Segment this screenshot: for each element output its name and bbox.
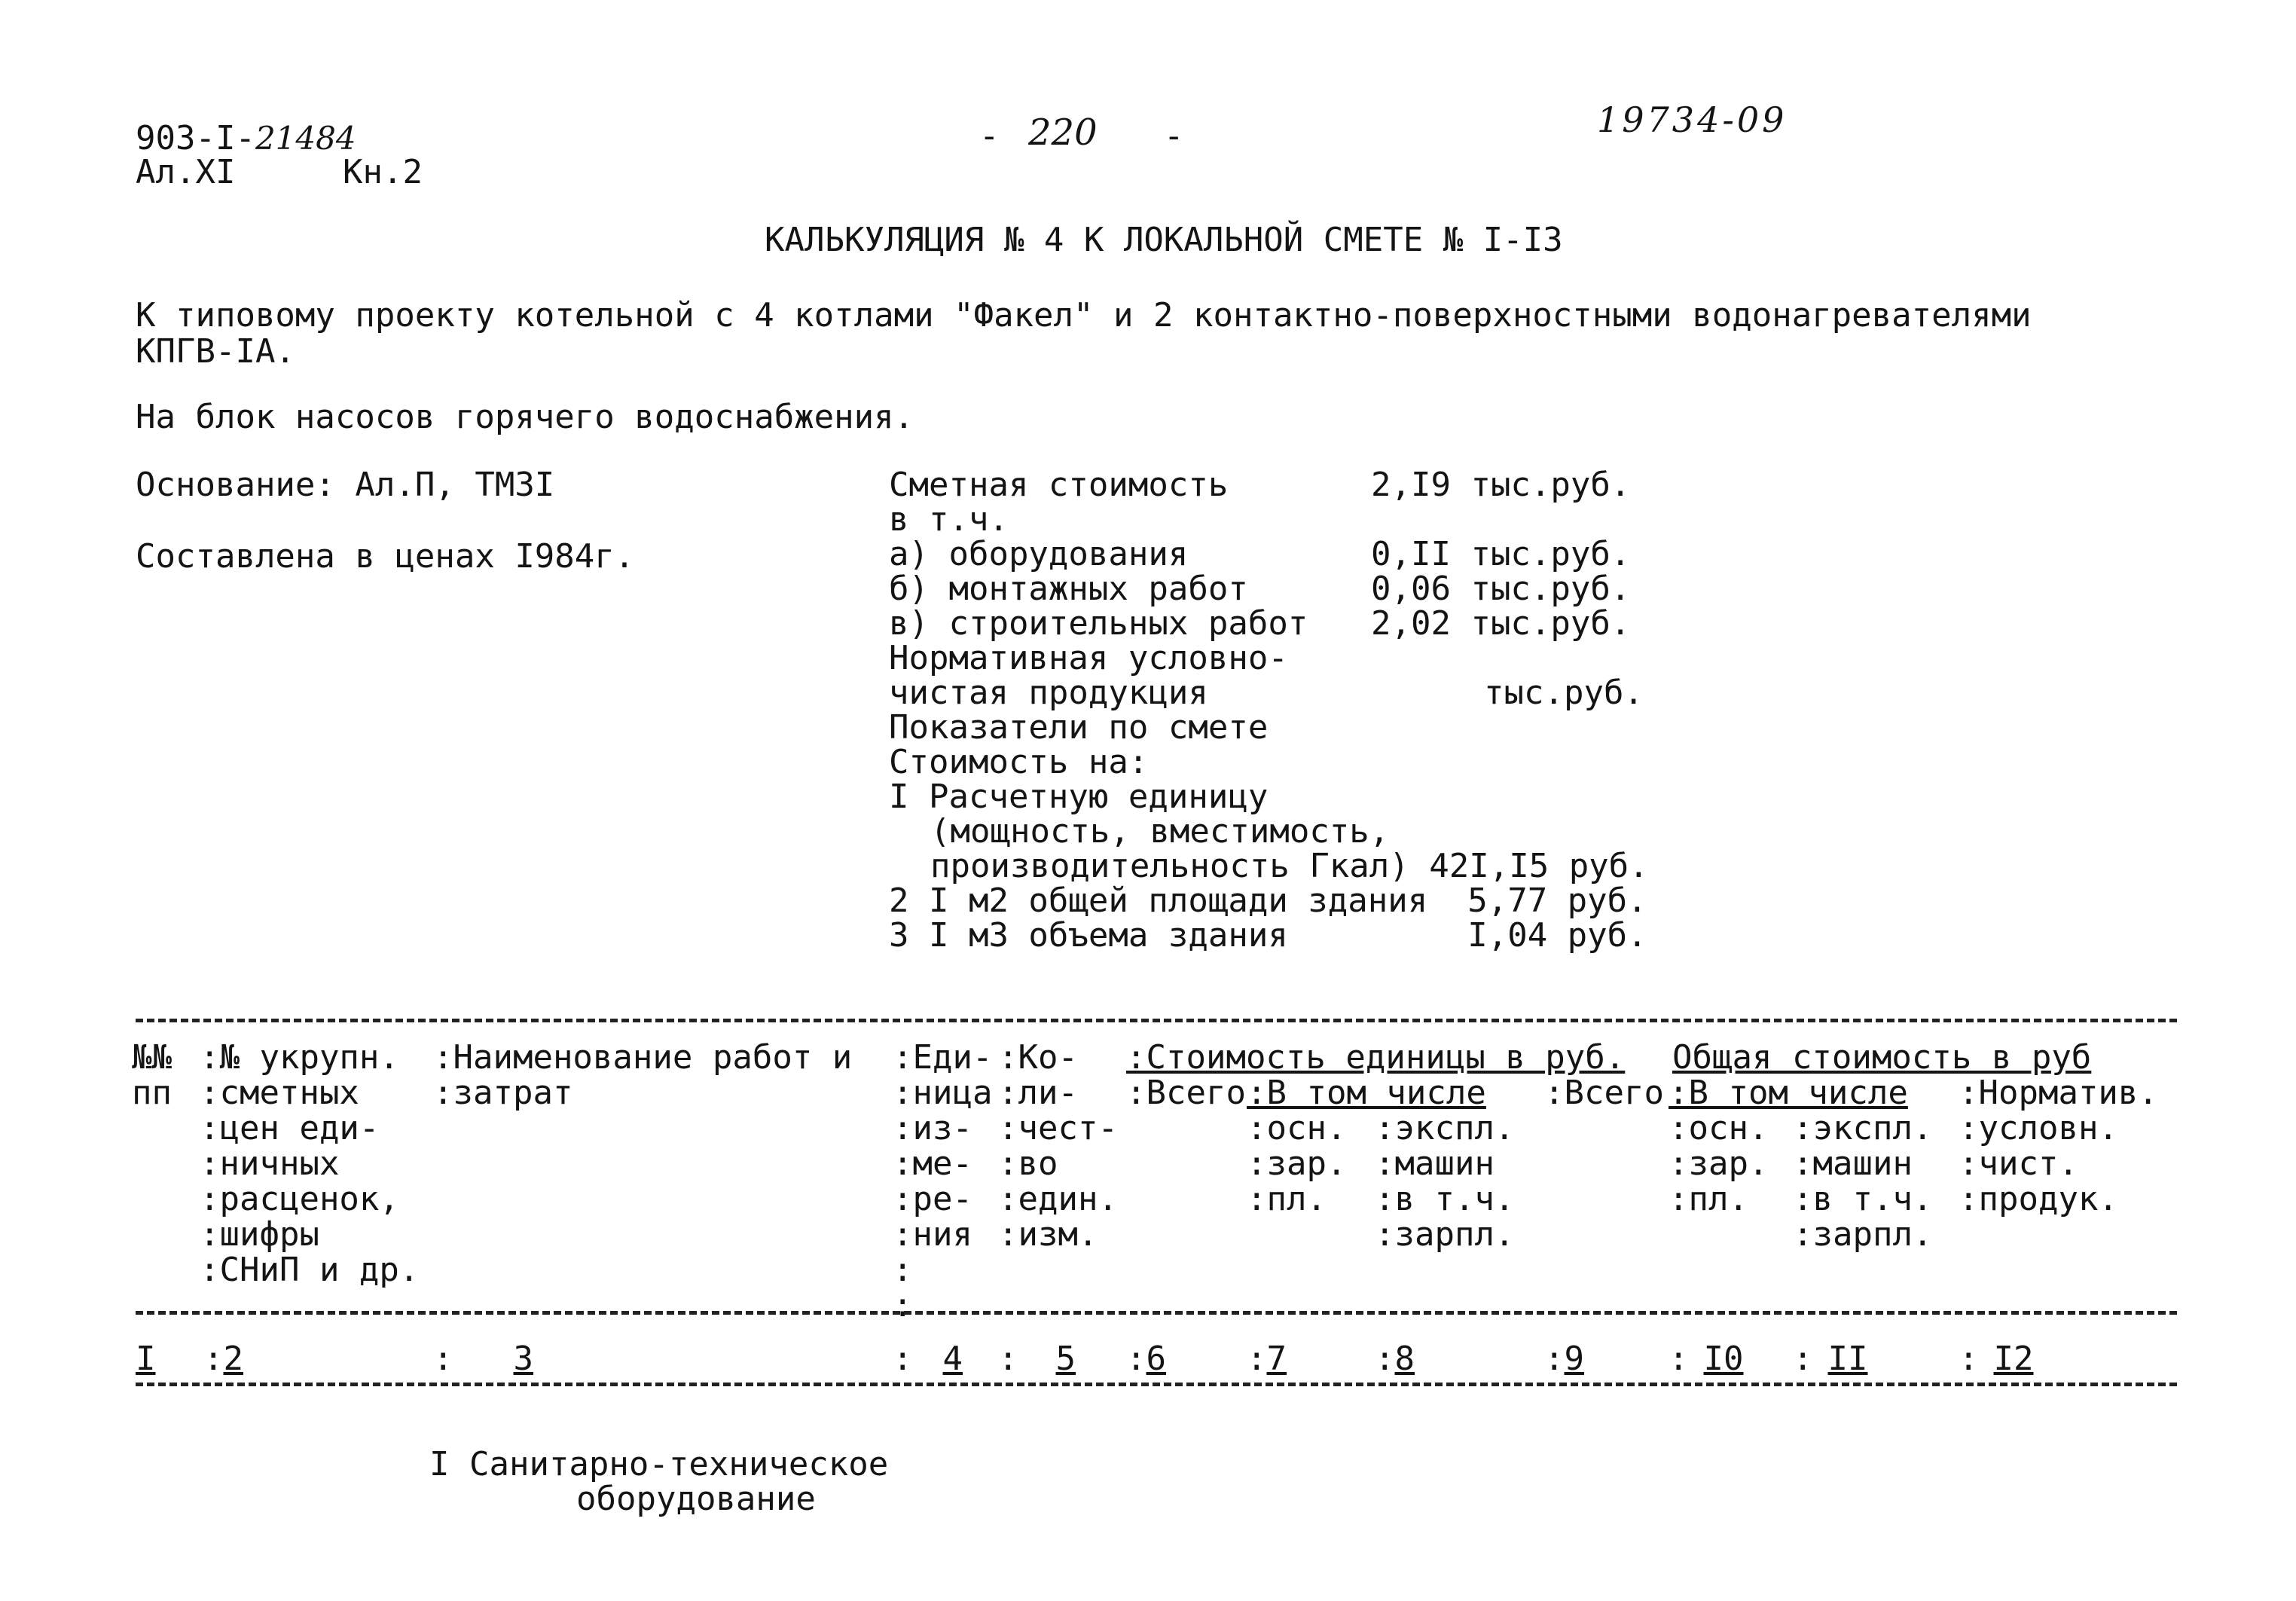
page-dash-right: - bbox=[1164, 117, 1184, 155]
col-number-5: : 5 bbox=[998, 1340, 1076, 1378]
col-2-header: :№ укрупн. :сметных :цен еди- :ничных :расценок, :шифры :СНиП и др. bbox=[200, 1038, 420, 1289]
separator-colons: : : bbox=[893, 1251, 913, 1324]
incl-label: в т.ч. bbox=[889, 500, 1009, 539]
col-number-10: : I0 bbox=[1669, 1340, 1744, 1378]
col-1-header: №№ пп bbox=[132, 1038, 172, 1112]
group-total-cost: Общая стоимость в руб bbox=[1672, 1038, 2092, 1077]
construct-value: 2,02 тыс.руб. bbox=[1371, 604, 1631, 643]
col-9-header: :Всего bbox=[1544, 1074, 1664, 1112]
norm-label-1: Нормативная условно- bbox=[889, 639, 1288, 677]
album-label: Ал.XI bbox=[136, 153, 236, 191]
numbers-row-bottom-border bbox=[136, 1383, 2177, 1386]
total-cost-value: 2,I9 тыс.руб. bbox=[1371, 466, 1631, 504]
prices-label: Составлена в ценах I984г. bbox=[136, 537, 635, 576]
intro-line-2: КПГВ-IA. bbox=[136, 332, 295, 371]
col-number-8: :8 bbox=[1375, 1340, 1415, 1378]
page-dash-left: - bbox=[979, 117, 1000, 155]
col-number-3: : 3 bbox=[433, 1340, 533, 1378]
col-number-12: : I2 bbox=[1959, 1340, 2034, 1378]
col-number-11: : II bbox=[1793, 1340, 1868, 1378]
indicators-label: Показатели по смете bbox=[889, 708, 1269, 747]
total-cost-label: Сметная стоимость bbox=[889, 466, 1229, 504]
col-number-2: :2 bbox=[203, 1340, 243, 1378]
intro-line-1: К типовому проекту котельной с 4 котлами "Факел" и 2 контактно-поверхностными водонагревателями bbox=[136, 296, 2032, 335]
col-5-header: :Ко- :ли- :чест- :во :един. :изм. bbox=[998, 1038, 1118, 1254]
col-number-6: :6 bbox=[1126, 1340, 1166, 1378]
area-line: 2 I м2 общей площади здания 5,77 руб. bbox=[889, 881, 1647, 920]
section-heading-line-1: I Санитарно-техническое bbox=[429, 1445, 889, 1483]
col-number-7: :7 bbox=[1247, 1340, 1287, 1378]
unit-line-2: (мощность, вместимость, bbox=[930, 812, 1390, 851]
col-number-1: I bbox=[136, 1340, 156, 1378]
cost-on-label: Стоимость на: bbox=[889, 743, 1149, 781]
inventory-number: 19734-09 bbox=[1597, 99, 1788, 140]
block-description: На блок насосов горячего водоснабжения. bbox=[136, 398, 914, 436]
document-title: КАЛЬКУЛЯЦИЯ № 4 К ЛОКАЛЬНОЙ СМЕТЕ № I-I3 bbox=[765, 221, 1563, 259]
incl-unit-header: :В том числе bbox=[1247, 1074, 1486, 1112]
col-3-header: :Наименование работ и :затрат bbox=[433, 1038, 853, 1112]
volume-line: 3 I м3 объема здания I,04 руб. bbox=[889, 916, 1647, 955]
document-code: 903-I-21484 bbox=[136, 119, 356, 157]
section-heading-line-2: оборудование bbox=[576, 1480, 816, 1518]
table-top-border bbox=[136, 1019, 2177, 1022]
group-unit-cost: :Стоимость единицы в руб. bbox=[1126, 1038, 1626, 1077]
incl-total-header: :В том числе bbox=[1669, 1074, 1908, 1112]
col-10-header: :осн. :зар. :пл. bbox=[1669, 1109, 1769, 1218]
equipment-value: 0,II тыс.руб. bbox=[1371, 535, 1631, 573]
norm-value: тыс.руб. bbox=[1484, 674, 1644, 712]
col-number-9: :9 bbox=[1544, 1340, 1584, 1378]
install-label: б) монтажных работ bbox=[889, 570, 1248, 608]
equipment-label: а) оборудования bbox=[889, 535, 1189, 573]
col-number-4: : 4 bbox=[893, 1340, 963, 1378]
unit-line-3: производительность Гкал) 42I,I5 руб. bbox=[930, 847, 1649, 885]
col-6-header: :Всего bbox=[1126, 1074, 1246, 1112]
install-value: 0,06 тыс.руб. bbox=[1371, 570, 1631, 608]
handwritten-code: 21484 bbox=[255, 120, 356, 157]
col-11-header: :экспл. :машин :в т.ч. :зарпл. bbox=[1793, 1109, 1933, 1254]
col-8-header: :экспл. :машин :в т.ч. :зарпл. bbox=[1375, 1109, 1515, 1254]
col-4-header: :Еди- :ница :из- :ме- :ре- :ния bbox=[893, 1038, 993, 1254]
norm-label-2: чистая продукция bbox=[889, 674, 1208, 712]
basis-label: Основание: Ал.П, ТМ3I bbox=[136, 466, 555, 504]
unit-line-1: I Расчетную единицу bbox=[889, 778, 1269, 816]
table-header-bottom-border bbox=[136, 1311, 2177, 1315]
col-12-header: :Норматив. :условн. :чист. :продук. bbox=[1959, 1074, 2158, 1218]
col-7-header: :осн. :зар. :пл. bbox=[1247, 1109, 1347, 1218]
book-label: Кн.2 bbox=[343, 153, 423, 191]
page-number: 220 bbox=[1028, 112, 1098, 154]
construct-label: в) строительных работ bbox=[889, 604, 1308, 643]
